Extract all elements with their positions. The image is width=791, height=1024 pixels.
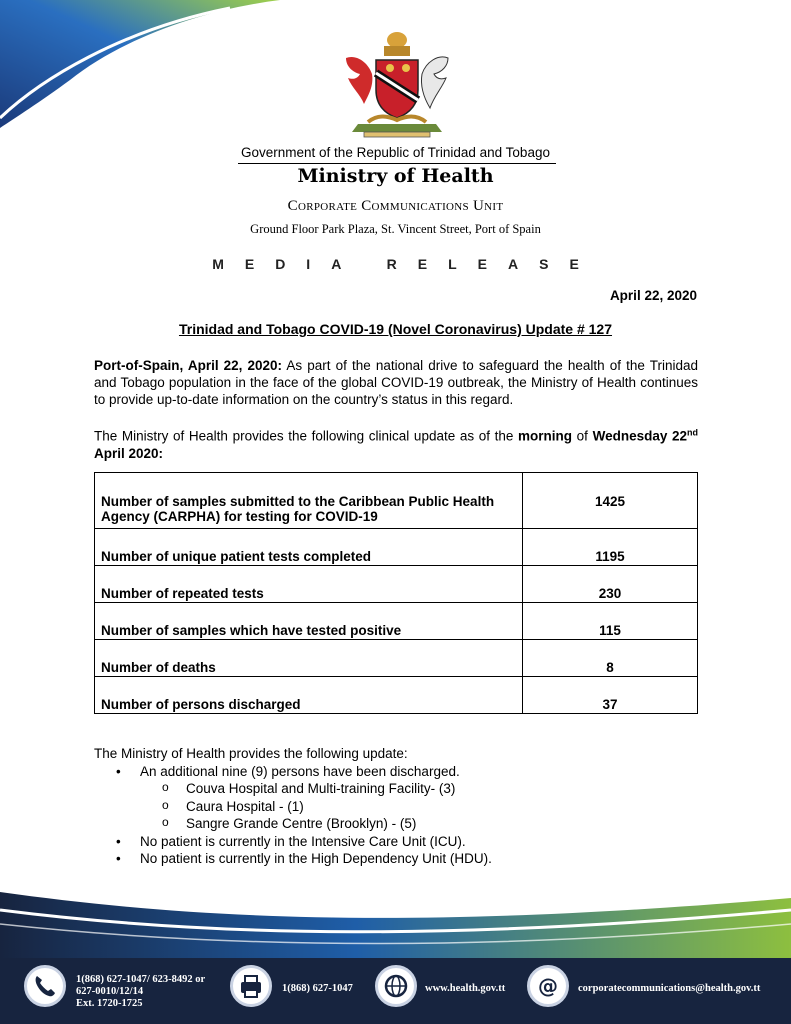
header-swoosh [0, 0, 300, 130]
clinical-update-intro [94, 424, 698, 462]
intro-body: As part of the national drive to safeguard the health of the Trinidad and Tobago population in the face of the global COVID-19 outbreak, the Ministry of Health continues to provide up-to-date information on the country’s status in this regard. [94, 358, 698, 407]
svg-text:@: @ [538, 974, 558, 998]
phone-numbers [76, 974, 205, 1010]
p2-morning: morning [518, 428, 573, 444]
unit-name: Corporate Communications Unit [287, 198, 504, 214]
government-name: Government of the Republic of Trinidad and Tobago [241, 145, 550, 160]
globe-icon [375, 965, 417, 1007]
stat-value: 8 [523, 640, 698, 677]
stat-value: 230 [523, 566, 698, 603]
ministry-name: Ministry of Health [297, 165, 494, 187]
release-date: April 22, 2020 [609, 288, 697, 303]
intro-paragraph [94, 357, 698, 408]
table-row [95, 529, 698, 566]
footer-swoosh [0, 880, 791, 970]
stat-label: Number of samples which have tested positive [95, 603, 523, 640]
stat-value: 37 [523, 677, 698, 714]
phone-line: Ext. 1720-1725 [76, 998, 143, 1009]
table-row [95, 677, 698, 714]
list-item: • An additional nine (9) persons have been discharged. [94, 763, 714, 781]
email-link[interactable]: corporatecommunications@health.gov.tt [578, 983, 761, 994]
coat-of-arms-logo [338, 28, 456, 138]
stat-label: Number of samples submitted to the Caribbean Public Health Agency (CARPHA) for testing for COVID-19 [95, 473, 523, 529]
at-icon [527, 965, 569, 1007]
table-row [95, 566, 698, 603]
p2-ordinal: nd [687, 427, 699, 437]
list-item: o Caura Hospital - (1) [94, 798, 714, 816]
p2-day: Wednesday 22 [592, 428, 688, 444]
fax-number: 1(868) 627-1047 [282, 983, 353, 994]
office-address: Ground Floor Park Plaza, St. Vincent Street, Port of Spain [250, 222, 541, 236]
update-list [94, 763, 714, 868]
stat-label: Number of repeated tests [95, 566, 523, 603]
stat-value: 115 [523, 603, 698, 640]
website-link[interactable]: www.health.gov.tt [425, 983, 506, 994]
p2-text-a: The Ministry of Health provides the following clinical update as of the [94, 428, 519, 444]
header-rule [238, 163, 556, 164]
stat-value: 1195 [523, 529, 698, 566]
table-row [95, 640, 698, 677]
list-item: o Sangre Grande Centre (Brooklyn) - (5) [94, 815, 714, 833]
list-item: o Couva Hospital and Multi-training Facility- (3) [94, 780, 714, 798]
stat-value: 1425 [523, 473, 698, 529]
update-section [94, 745, 714, 868]
phone-line: 1(868) 627-1047/ 623-8492 or [76, 974, 206, 985]
stat-label: Number of persons discharged [95, 677, 523, 714]
table-row [95, 603, 698, 640]
media-release-heading: MEDIA RELEASE [212, 256, 600, 272]
stat-label: Number of unique patient tests completed [95, 529, 523, 566]
list-item: • No patient is currently in the Intensive Care Unit (ICU). [94, 833, 714, 851]
contact-footer [0, 958, 791, 1024]
release-title: Trinidad and Tobago COVID-19 (Novel Coronavirus) Update # 127 [178, 321, 613, 337]
stat-label: Number of deaths [95, 640, 523, 677]
p2-text-b: of [572, 428, 593, 444]
update-intro: The Ministry of Health provides the following update: [94, 746, 408, 761]
table-row [95, 473, 698, 529]
fax-icon [230, 965, 272, 1007]
p2-month: April 2020: [94, 445, 164, 461]
intro-dateline: Port-of-Spain, April 22, 2020: [94, 358, 283, 373]
list-item: • No patient is currently in the High Dependency Unit (HDU). [94, 850, 714, 868]
clinical-stats-table [94, 472, 698, 714]
phone-icon [24, 965, 66, 1007]
phone-line: 627-0010/12/14 [76, 986, 144, 997]
